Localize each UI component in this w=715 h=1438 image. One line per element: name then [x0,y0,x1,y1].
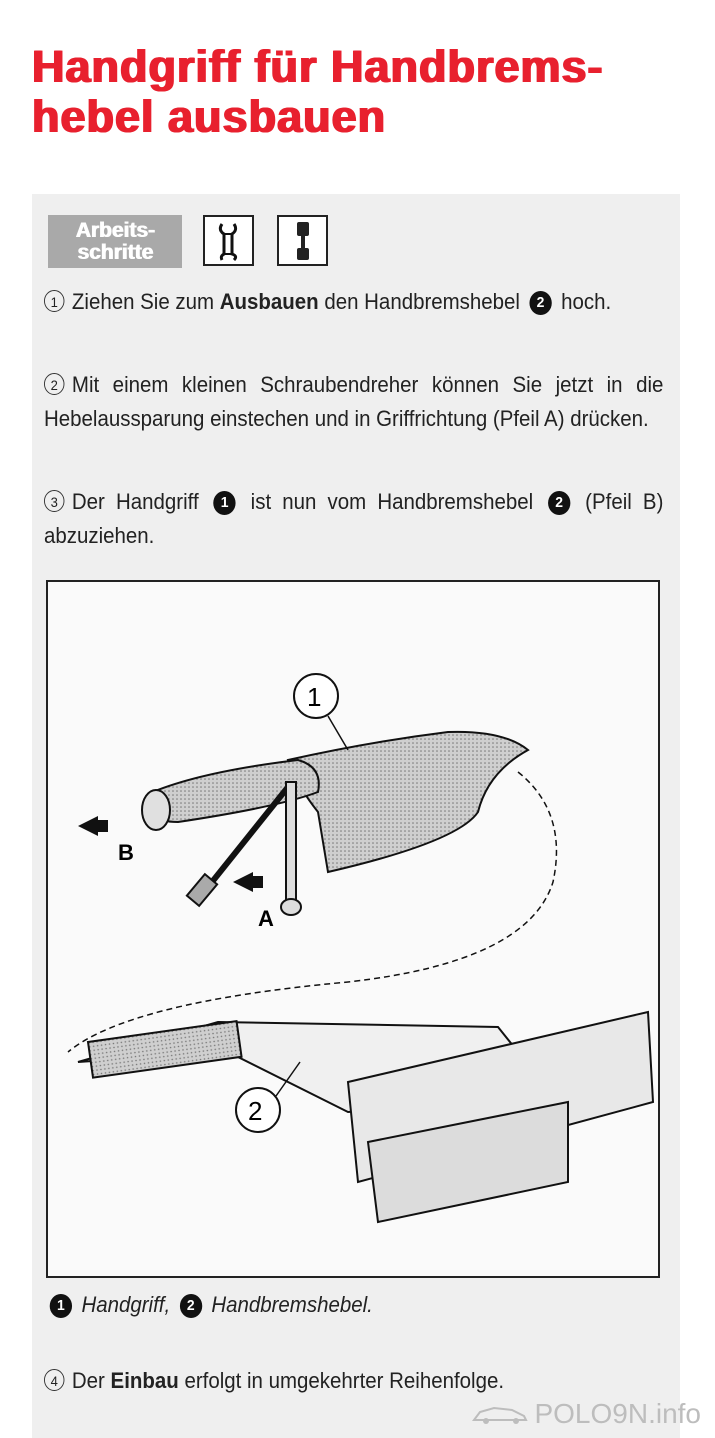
watermark-text: POLO9N.info [534,1398,701,1429]
label-1: 1 [307,682,322,712]
ref-badge: 2 [548,491,570,515]
page-title [32,42,692,142]
watermark [472,1398,701,1430]
step-text: Ziehen Sie zum [71,289,220,314]
arrow-a-label: A [258,906,274,931]
step-text: hoch. [555,289,612,314]
step-3 [44,485,663,553]
label-2: 2 [248,1096,263,1126]
arrow-b-label: B [118,840,134,865]
step-keyword: Ausbauen [219,289,319,314]
illustration-drawing [48,582,658,1276]
title-line-1: Handgriff für Handbrems- [32,41,604,92]
step-text: den Handbremshebel [318,289,526,314]
ref-badge: 2 [180,1294,202,1318]
step-2 [44,368,663,436]
step-text: (Pfeil B) abzuziehen. [44,489,664,548]
screwdriver-icon [277,215,328,266]
step-number: 3 [44,490,64,512]
figure-caption [46,1292,373,1318]
step-text: erfolgt in umgekehrter Reihenfolge. [178,1368,505,1393]
step-text: Der Handgriff [71,489,210,514]
step-1 [44,285,663,319]
step-number: 1 [44,290,64,312]
step-text: Mit einem kleinen Schraubendreher können Sie jetzt in die Hebelaussparung einstechen und in Griffrichtung (Pfeil A) drücken. [44,372,664,431]
ref-badge: 1 [50,1294,72,1318]
steps-badge [48,215,182,268]
ref-badge: 1 [214,491,236,515]
step-number: 2 [44,373,64,395]
wrench-icon [203,215,254,266]
title-line-2: hebel ausbauen [32,91,387,142]
step-text: ist nun vom Handbremshebel [239,489,545,514]
caption-text: Handbremshebel. [211,1292,373,1317]
step-keyword: Einbau [110,1368,179,1393]
step-text: Der [71,1368,111,1393]
badge-line-1: Arbeits- [75,218,155,242]
caption-text: Handgriff, [81,1292,171,1317]
badge-line-2: schritte [77,240,153,264]
car-icon [472,1402,528,1426]
ref-badge: 2 [529,291,551,315]
step-number: 4 [44,1369,64,1391]
handbrake-illustration [46,580,660,1278]
step-4 [44,1368,504,1394]
